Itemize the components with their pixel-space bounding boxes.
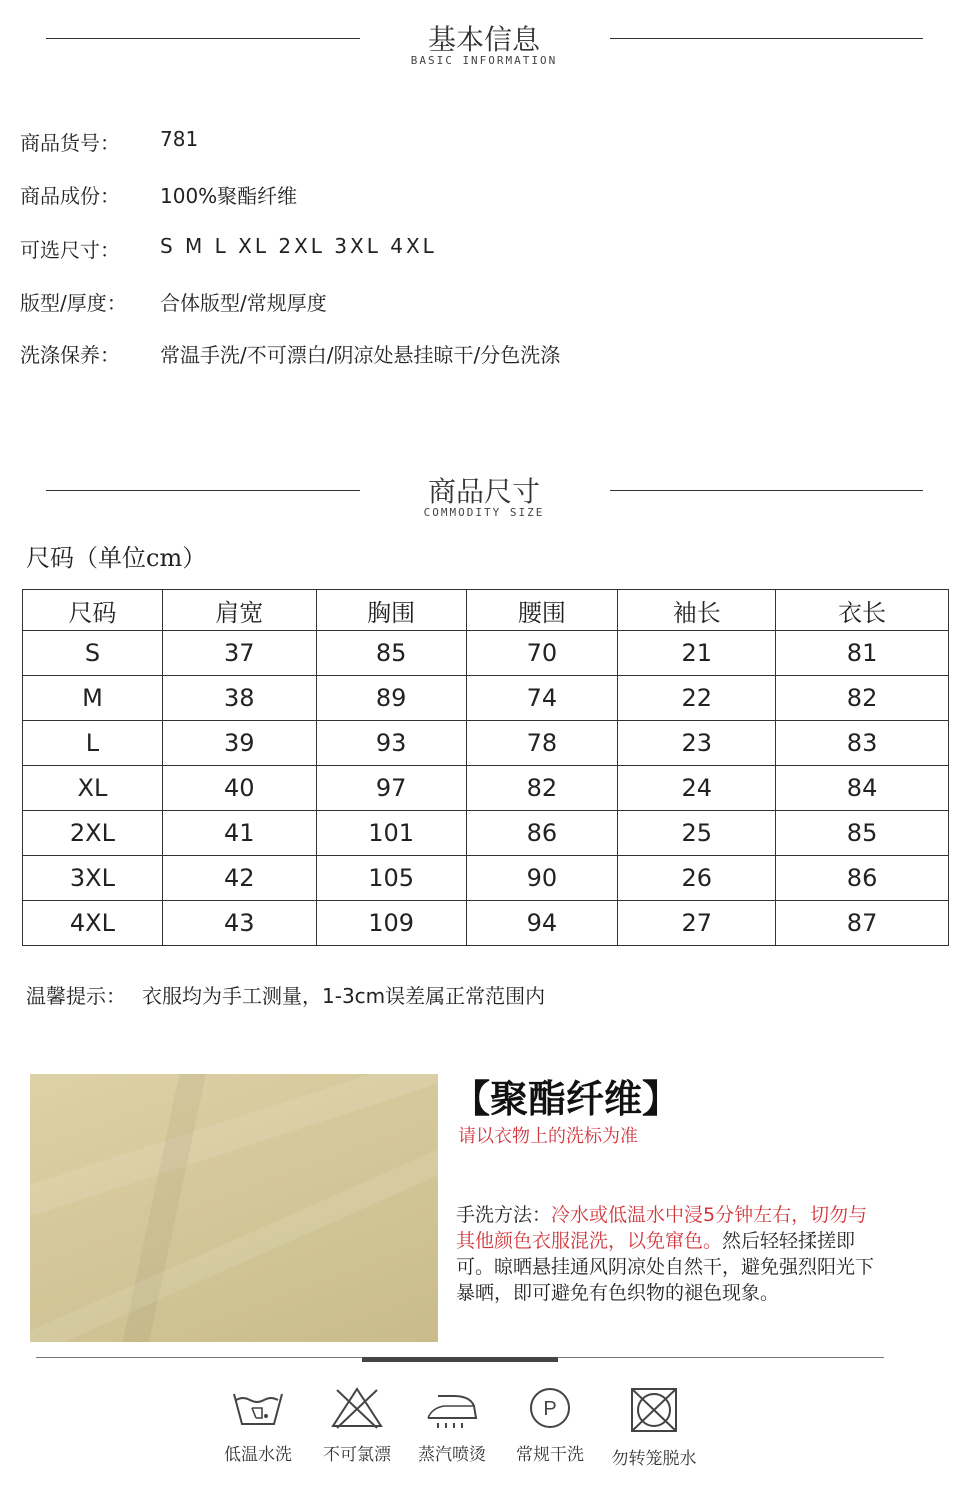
table-row bbox=[23, 901, 949, 946]
info-label: 商品货号： bbox=[20, 131, 120, 155]
commodity-size-header bbox=[0, 452, 968, 522]
table-cell: S bbox=[23, 631, 163, 676]
table-cell: 23 bbox=[618, 721, 776, 766]
table-row bbox=[23, 676, 949, 721]
steam-iron-icon bbox=[424, 1386, 480, 1430]
table-cell: 94 bbox=[466, 901, 618, 946]
col-header-shoulder: 肩宽 bbox=[162, 590, 316, 631]
table-cell: 85 bbox=[776, 811, 949, 856]
care-label: 蒸汽喷烫 bbox=[418, 1445, 486, 1465]
info-value: 781 bbox=[160, 127, 199, 151]
col-header-waist: 腰围 bbox=[466, 590, 618, 631]
table-cell: 84 bbox=[776, 766, 949, 811]
basic-info-subtitle: BASIC INFORMATION bbox=[410, 54, 558, 67]
wash-method-label: 手洗方法： bbox=[456, 1204, 552, 1226]
care-label: 低温水洗 bbox=[224, 1445, 292, 1465]
basic-info-header bbox=[0, 0, 968, 70]
table-cell: XL bbox=[23, 766, 163, 811]
info-value: 常温手洗/不可漂白/阴凉处悬挂晾干/分色洗涤 bbox=[160, 343, 561, 367]
table-cell: 2XL bbox=[23, 811, 163, 856]
table-cell: 25 bbox=[618, 811, 776, 856]
low-temp-wash-icon bbox=[230, 1386, 286, 1430]
table-cell: 42 bbox=[162, 856, 316, 901]
table-cell: 26 bbox=[618, 856, 776, 901]
col-header-size: 尺码 bbox=[23, 590, 163, 631]
info-value: S M L XL 2XL 3XL 4XL bbox=[160, 234, 437, 258]
table-cell: 78 bbox=[466, 721, 618, 766]
svg-text:P: P bbox=[543, 1398, 557, 1420]
care-item-low-temp-wash bbox=[208, 1386, 308, 1465]
col-header-sleeve: 袖长 bbox=[618, 590, 776, 631]
info-value: 100%聚酯纤维 bbox=[160, 184, 298, 208]
table-cell: 22 bbox=[618, 676, 776, 721]
table-cell: 82 bbox=[466, 766, 618, 811]
table-row bbox=[23, 856, 949, 901]
no-tumble-dry-icon bbox=[626, 1386, 682, 1434]
measurement-tip bbox=[26, 980, 545, 1009]
col-header-length: 衣长 bbox=[776, 590, 949, 631]
size-table-header-row bbox=[23, 590, 949, 631]
table-cell: 87 bbox=[776, 901, 949, 946]
info-value: 合体版型/常规厚度 bbox=[160, 291, 327, 315]
wash-instructions bbox=[456, 1202, 886, 1306]
table-cell: 105 bbox=[316, 856, 466, 901]
fabric-title: 【聚酯纤维】 bbox=[452, 1077, 681, 1121]
care-label: 不可氯漂 bbox=[323, 1445, 391, 1465]
table-cell: 41 bbox=[162, 811, 316, 856]
table-cell: 70 bbox=[466, 631, 618, 676]
table-cell: M bbox=[23, 676, 163, 721]
wash-warning-text: 冷水或低温水中浸5分钟左右，切勿与其他颜色衣服混洗，以免窜色。 bbox=[456, 1204, 868, 1252]
table-cell: 40 bbox=[162, 766, 316, 811]
care-label: 常规干洗 bbox=[516, 1445, 584, 1465]
table-cell: L bbox=[23, 721, 163, 766]
table-cell: 101 bbox=[316, 811, 466, 856]
table-cell: 90 bbox=[466, 856, 618, 901]
table-cell: 97 bbox=[316, 766, 466, 811]
wash-detail-text: 然后轻轻揉搓即可。晾晒悬挂通风阴凉处自然干，避免强烈阳光下暴晒，即可避免有色织物的褪色现象。 bbox=[456, 1230, 875, 1304]
table-cell: 81 bbox=[776, 631, 949, 676]
table-cell: 21 bbox=[618, 631, 776, 676]
tip-label: 温馨提示： bbox=[26, 984, 126, 1008]
table-row bbox=[23, 631, 949, 676]
care-item-no-tumble-dry bbox=[604, 1386, 704, 1469]
care-label: 勿转笼脱水 bbox=[611, 1449, 697, 1469]
info-label: 可选尺寸： bbox=[20, 238, 120, 262]
commodity-size-title: 商品尺寸 bbox=[427, 475, 540, 508]
table-cell: 86 bbox=[466, 811, 618, 856]
fabric-label-note: 请以衣物上的洗标为准 bbox=[458, 1126, 638, 1147]
no-bleach-icon bbox=[329, 1386, 385, 1430]
care-divider-accent bbox=[362, 1357, 558, 1362]
table-cell: 86 bbox=[776, 856, 949, 901]
table-cell: 93 bbox=[316, 721, 466, 766]
basic-info-title: 基本信息 bbox=[427, 23, 540, 56]
table-cell: 83 bbox=[776, 721, 949, 766]
table-cell: 74 bbox=[466, 676, 618, 721]
table-cell: 3XL bbox=[23, 856, 163, 901]
care-item-no-bleach bbox=[307, 1386, 407, 1465]
info-label: 洗涤保养： bbox=[20, 343, 120, 367]
info-label: 商品成份： bbox=[20, 184, 120, 208]
table-cell: 43 bbox=[162, 901, 316, 946]
commodity-size-subtitle: COMMODITY SIZE bbox=[423, 506, 545, 519]
care-item-steam-iron bbox=[402, 1386, 502, 1465]
info-label: 版型/厚度： bbox=[20, 291, 127, 315]
table-row bbox=[23, 766, 949, 811]
size-table bbox=[22, 589, 949, 946]
table-cell: 24 bbox=[618, 766, 776, 811]
table-cell: 39 bbox=[162, 721, 316, 766]
table-cell: 4XL bbox=[23, 901, 163, 946]
size-unit-label: 尺码（单位cm） bbox=[26, 544, 207, 572]
table-cell: 82 bbox=[776, 676, 949, 721]
care-item-dry-clean bbox=[500, 1386, 600, 1465]
table-cell: 89 bbox=[316, 676, 466, 721]
dry-clean-icon bbox=[522, 1386, 578, 1430]
fabric-swatch-photo bbox=[30, 1074, 438, 1342]
table-row bbox=[23, 811, 949, 856]
table-cell: 109 bbox=[316, 901, 466, 946]
table-row bbox=[23, 721, 949, 766]
table-cell: 85 bbox=[316, 631, 466, 676]
table-cell: 37 bbox=[162, 631, 316, 676]
table-cell: 38 bbox=[162, 676, 316, 721]
table-cell: 27 bbox=[618, 901, 776, 946]
col-header-chest: 胸围 bbox=[316, 590, 466, 631]
tip-text: 衣服均为手工测量，1-3cm误差属正常范围内 bbox=[142, 984, 546, 1008]
